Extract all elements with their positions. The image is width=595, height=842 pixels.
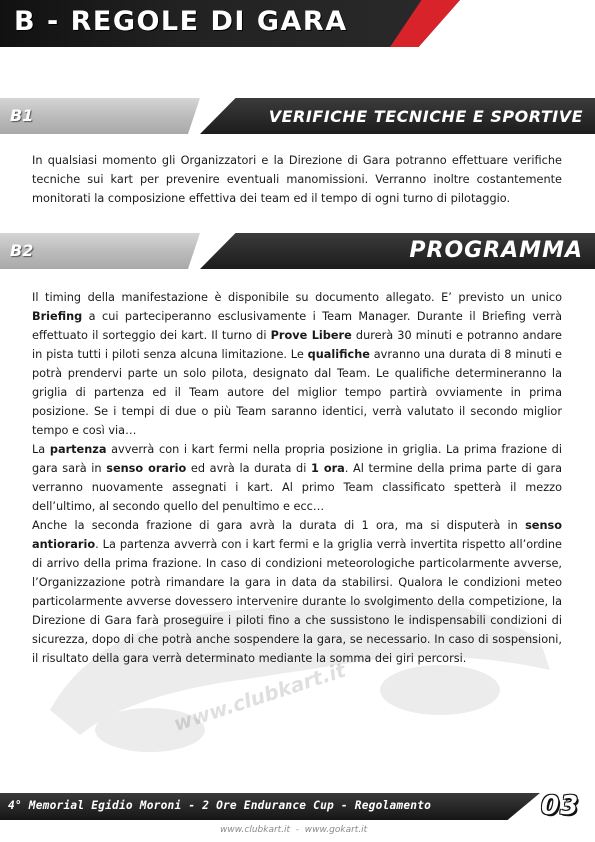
footer-links: www.clubkart.it - www.gokart.it xyxy=(220,825,368,835)
text-run: avverrà con i kart fermi nella propria posizione in griglia. La prima frazione di gara sarà in xyxy=(32,443,562,475)
text-run: durerà 30 minuti e potranno andare in pista tutti i piloti senza alcuna limitazione. Le xyxy=(32,329,563,361)
section-code: B1 xyxy=(10,106,34,125)
paragraph-partenza xyxy=(32,440,562,516)
text-bold: senso antiorario xyxy=(32,519,562,551)
text-run: Anche la seconda frazione di gara avrà la durata di 1 ora, ma si disputerà in xyxy=(32,519,526,532)
text-bold: Prove Libere xyxy=(270,329,352,342)
text-bold: Briefing xyxy=(32,310,83,323)
text-bold: senso orario xyxy=(106,462,187,475)
text-run: avranno una durata di 8 minuti e potrà prendervi parte un solo pilota, designato dal Team. Le qualifiche determineranno la griglia di partenza ed il Team autore del miglior tempo partirà ovviamente in prima posizione. Se i tempi di due o più Team saranno identici, verrà valutato il secondo miglior tempo e così via… xyxy=(32,348,563,437)
text-run: Il timing della manifestazione è disponibile su documento allegato. E’ previsto un unico xyxy=(32,291,562,304)
page-number: 03 xyxy=(541,791,580,821)
paragraph-seconda-frazione xyxy=(32,516,562,668)
text-run: a cui parteciperanno esclusivamente i Team Manager. Durante il Briefing verrà effettuato il sorteggio dei kart. Il turno di xyxy=(32,310,562,342)
title-banner-red-accent xyxy=(390,0,460,47)
footer-title: 4° Memorial Egidio Moroni - 2 Ore Endurance Cup - Regolamento xyxy=(8,799,432,812)
page-title: B - REGOLE DI GARA xyxy=(14,6,348,37)
text-bold: partenza xyxy=(49,443,107,456)
watermark-text: www.clubkart.it xyxy=(170,657,349,736)
text-bold: qualifiche xyxy=(307,348,370,361)
paragraph: In qualsiasi momento gli Organizzatori e la Direzione di Gara potranno effettuare verifiche tecniche sui kart per prevenire eventuali manomissioni. Verranno inoltre costantemente monitorati la composizione effettiva dei team ed il tempo di ogni turno di pilotaggio. xyxy=(32,154,562,205)
section-title: VERIFICHE TECNICHE E SPORTIVE xyxy=(268,107,583,126)
section-bar-b1 xyxy=(0,98,595,134)
paragraph-timing xyxy=(32,288,562,440)
section-code: B2 xyxy=(10,241,34,260)
text-run: La xyxy=(32,443,50,456)
section-bar-b2 xyxy=(0,233,595,269)
section-title: PROGRAMMA xyxy=(409,238,583,263)
text-run: . Al termine della prima parte di gara verranno nuovamente assegnati i kart. Al primo Team classificato spetterà il mezzo dell’ultimo, al secondo quello del penultimo e ecc… xyxy=(32,462,563,513)
section-b2-text xyxy=(32,288,562,668)
text-run: ed avrà la durata di xyxy=(186,462,311,475)
text-bold: 1 ora xyxy=(310,462,345,475)
section-b1-text xyxy=(32,151,562,208)
text-run: . La partenza avverrà con i kart fermi e la griglia verrà invertita rispetto all’ordine di arrivo della prima frazione. In caso di condizioni meteorologiche particolarmente avverse, l’Organizzazione potrà rimandare la gara in data da stabilirsi. Qualora le condizioni meteo particolarmente avverse dovessero intervenire durante lo svolgimento della competizione, la Direzione di Gara farà proseguire i piloti fino a che sussistono le indispensabili condizioni di sicurezza, dopo di che potrà anche sospendere la gara, se necessario. In caso di sospensioni, il risultato della gara verrà determinato mediante la somma dei giri percorsi. xyxy=(32,538,562,665)
